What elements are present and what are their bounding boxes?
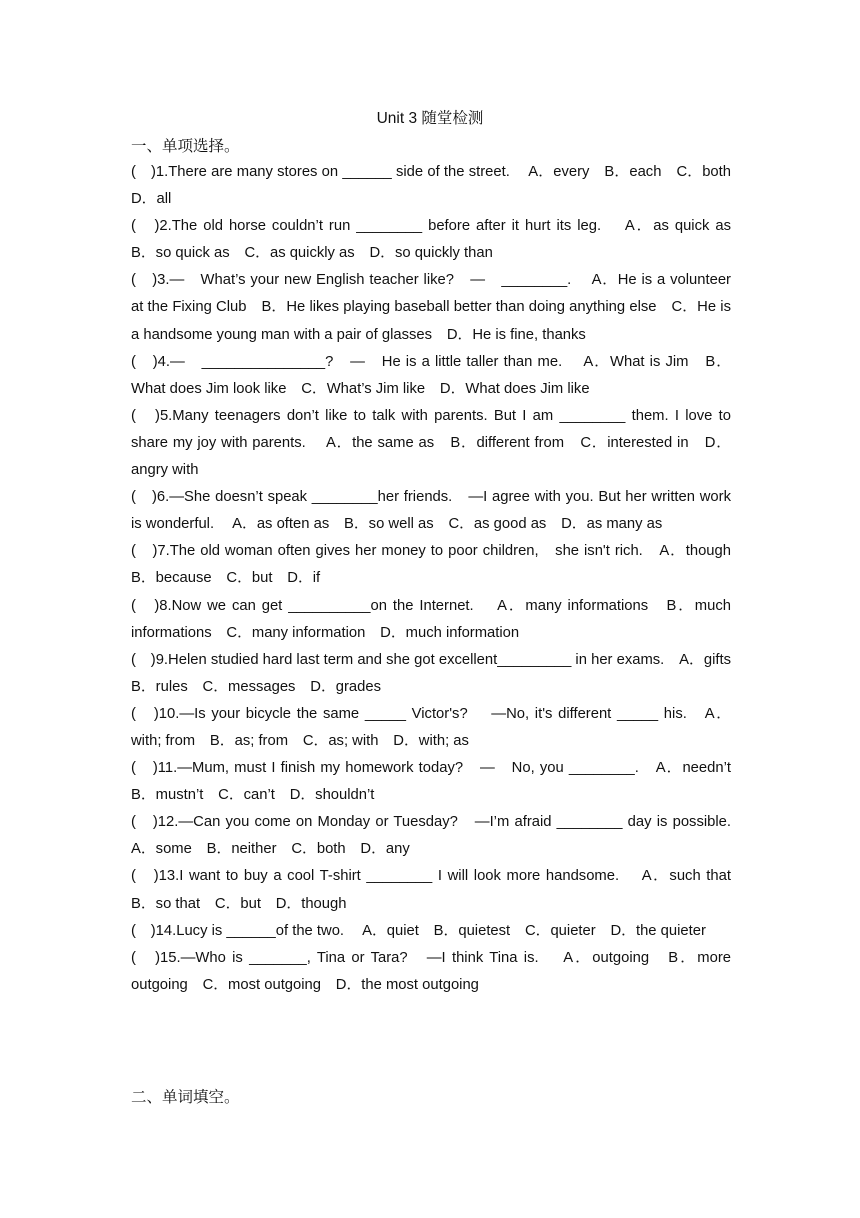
question-15: ( )15.—Who is _______, Tina or Tara? —I think Tina is. A．outgoing B．more outgoing C．most outgoing D．the most outgoing bbox=[131, 949, 731, 993]
question-8: ( )8.Now we can get __________on the Internet. A．many informations B．much informations C．many information D．much information bbox=[131, 597, 731, 641]
question-13: ( )13.I want to buy a cool T-shirt ________ I will look more handsome. A．such that B．so that C．but D．though bbox=[131, 868, 746, 912]
page-title: Unit 3 随堂检测 bbox=[376, 110, 484, 127]
question-6: ( )6.—She doesn’t speak ________her friends. —I agree with you. But her written work is wonderful. A．as often as B．so well as C．as good as D．as many as bbox=[131, 489, 731, 533]
question-2: ( )2.The old horse couldn’t run ________ before after it hurt its leg. A．as quick as B．so quick as C．as quickly as D．so quickly than bbox=[131, 218, 746, 262]
question-list bbox=[131, 159, 750, 999]
question-12: ( )12.—Can you come on Monday or Tuesday? —I’m afraid ________ day is possible. A．some B．neither C．both D．any bbox=[131, 814, 750, 858]
question-10: ( )10.—Is your bicycle the same _____ Victor's? —No, it's different _____ his. A．with; from B．as; from C．as; with D．with; as bbox=[131, 705, 731, 749]
question-5: ( )5.Many teenagers don’t like to talk with parents. But I am ________ them. I love to share my joy with parents. A．the same as B．different from C．interested in D．angry with bbox=[131, 407, 731, 479]
section-heading-multiple-choice: 一、单项选择。 bbox=[131, 137, 240, 155]
section-heading-word-fill: 二、单词填空。 bbox=[131, 1088, 240, 1106]
question-1: ( )1.There are many stores on ______ side of the street. A．every B．each C．both D．all bbox=[131, 164, 746, 208]
question-3: ( )3.— What’s your new English teacher like? — ________. A．He is a volunteer at the Fixing Club B．He likes playing baseball better than doing anything else C．He is a handsome young man with a pair of glasses D．He is fine, thanks bbox=[131, 272, 731, 343]
question-7: ( )7.The old woman often gives her money to poor children, she isn't rich. A．though B．because C．but D．if bbox=[131, 543, 746, 587]
question-9: ( )9.Helen studied hard last term and she got excellent_________ in her exams. A．gifts B．rules C．messages D．grades bbox=[131, 651, 746, 695]
question-11: ( )11.—Mum, must I finish my homework today? — No, you ________. A．needn’t B．mustn’t C．can’t D．shouldn’t bbox=[131, 760, 746, 804]
question-14: ( )14.Lucy is ______of the two. A．quiet B．quietest C．quieter D．the quieter bbox=[131, 922, 706, 939]
question-4: ( )4.— _______________? — He is a little taller than me. A．What is Jim B．What does Jim look like C．What’s Jim like D．What does Jim like bbox=[131, 353, 731, 397]
